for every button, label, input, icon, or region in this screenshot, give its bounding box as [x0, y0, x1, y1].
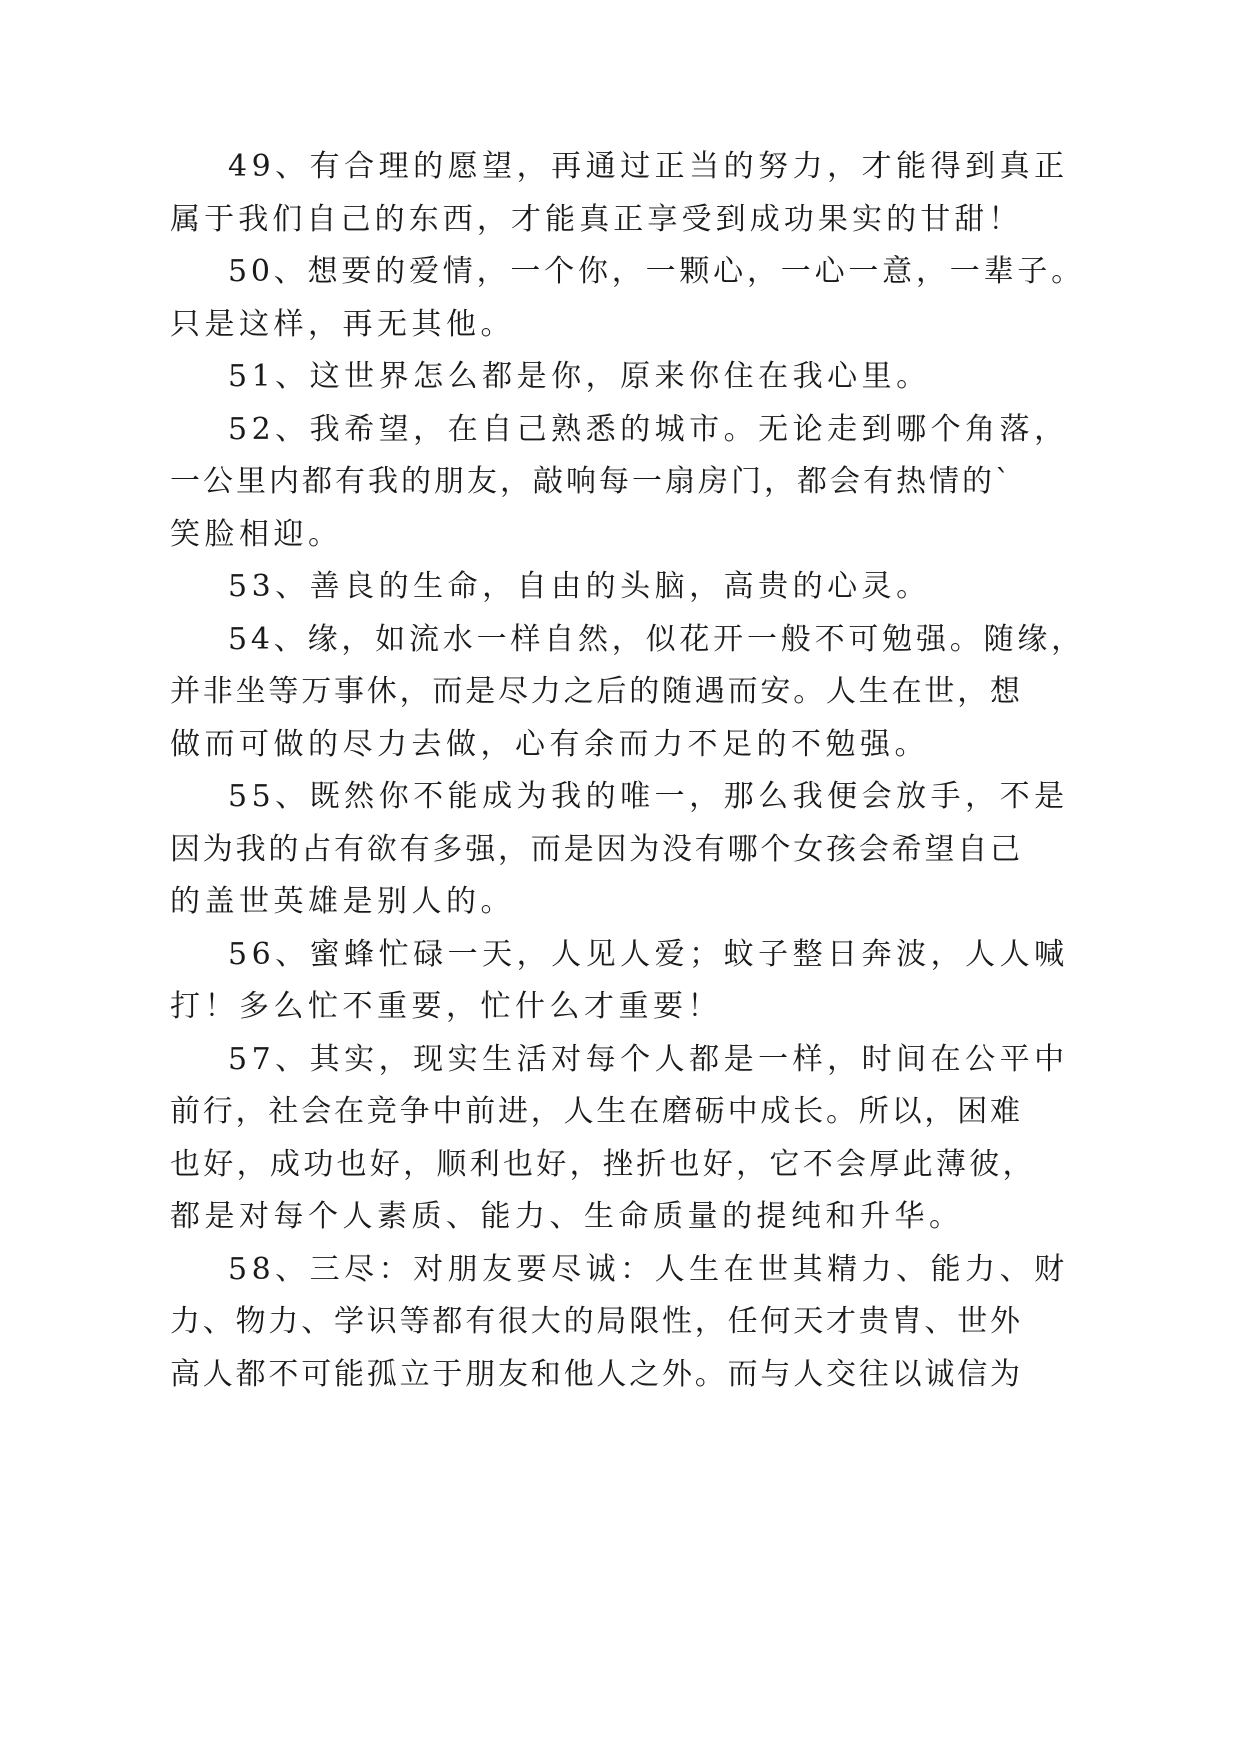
text-line: 高人都不可能孤立于朋友和他人之外。而与人交往以诚信为 [170, 1357, 1023, 1392]
text-line: 51、这世界怎么都是你，原来你住在我心里。 [228, 359, 931, 394]
text-line: 前行，社会在竞争中前进，人生在磨砺中成长。所以，困难 [170, 1094, 1023, 1129]
text-line: 笑脸相迎。 [170, 517, 343, 552]
text-line: 都是对每个人素质、能力、生命质量的提纯和升华。 [170, 1199, 964, 1234]
text-line: 55、既然你不能成为我的唯一，那么我便会放手，不是 [228, 779, 1069, 814]
text-line: 只是这样，再无其他。 [170, 307, 515, 342]
text-line: 做而可做的尽力去做，心有余而力不足的不勉强。 [170, 727, 929, 762]
text-line: 49、有合理的愿望，再通过正当的努力，才能得到真正 [228, 149, 1069, 184]
text-line: 57、其实，现实生活对每个人都是一样，时间在公平中 [228, 1042, 1069, 1077]
text-line: 打！多么忙不重要，忙什么才重要！ [170, 989, 722, 1024]
text-line: 一公里内都有我的朋友，敲响每一扇房门，都会有热情的` [170, 464, 1013, 499]
text-line: 56、蜜蜂忙碌一天，人见人爱；蚊子整日奔波，人人喊 [228, 937, 1069, 972]
text-line: 也好，成功也好，顺利也好，挫折也好，它不会厚此薄彼， [170, 1147, 1036, 1182]
text-line: 属于我们自己的东西，才能真正享受到成功果实的甘甜！ [170, 202, 1023, 237]
text-line: 52、我希望，在自己熟悉的城市。无论走到哪个角落， [228, 412, 1069, 447]
text-line: 力、物力、学识等都有很大的局限性，任何天才贵胄、世外 [170, 1304, 1023, 1339]
text-line: 因为我的占有欲有多强，而是因为没有哪个女孩会希望自己 [170, 832, 1023, 867]
text-line: 并非坐等万事休，而是尽力之后的随遇而安。人生在世，想 [170, 674, 1023, 709]
text-line: 的盖世英雄是别人的。 [170, 884, 515, 919]
text-line: 54、缘，如流水一样自然，似花开一般不可勉强。随缘， [228, 622, 1085, 657]
text-line: 53、善良的生命，自由的头脑，高贵的心灵。 [228, 569, 931, 604]
text-line: 50、想要的爱情，一个你，一颗心，一心一意，一辈子。 [228, 254, 1085, 289]
text-line: 58、三尽：对朋友要尽诚：人生在世其精力、能力、财 [228, 1252, 1069, 1287]
